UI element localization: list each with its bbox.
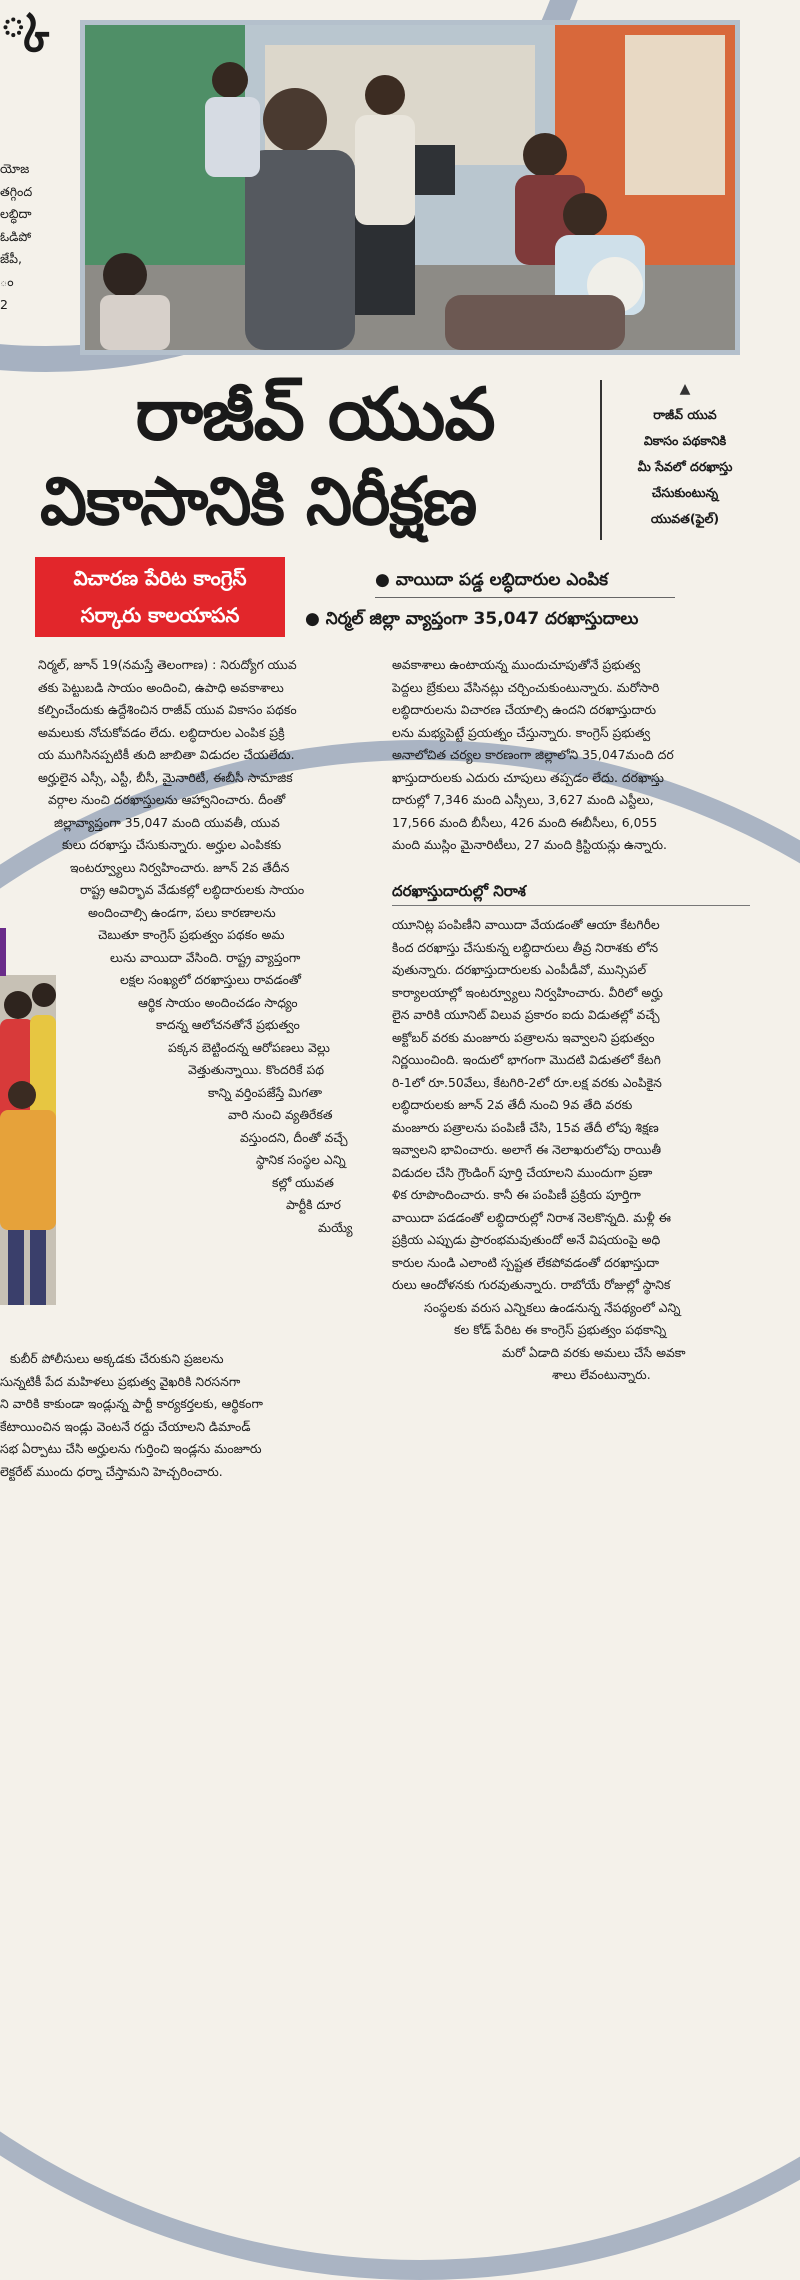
text-line: అవకాశాలు ఉంటాయన్న ముందుచూపుతోనే ప్రభుత్వ: [392, 657, 641, 672]
text-line: ఆర్థిక సాయం అందించడం సాధ్యం: [138, 994, 298, 1010]
text-line: సంస్థలకు వరుస ఎన్నికలు ఉండనున్న నేపథ్యంలో ఎన్ని: [424, 1299, 681, 1315]
text-line: నిర్ణయించింది. ఇందులో భాగంగా మొదటి విడుతలో కేటగి: [392, 1052, 661, 1067]
fragment-line: 2: [0, 296, 8, 312]
text-line: స్థానిక సంస్థల ఎన్ని: [256, 1152, 346, 1167]
text-line: వాయిదా పడడంతో లబ్ధిదారుల్లో నిరాశ నెలకొన్నది. మళ్లీ ఈ: [392, 1209, 671, 1225]
article-column-2-bottom: [392, 914, 752, 1387]
text-line: వస్తుందని, దీంతో వచ్చే: [240, 1129, 348, 1145]
bottom-neighbour-fragment: [0, 1348, 370, 1483]
text-line: కేటాయించిన ఇండ్లు వెంటనే రద్దు చేయాలని డిమాండ్: [0, 1418, 251, 1434]
caption-divider: [600, 380, 602, 540]
headline-line-1: రాజీవ్ యువ: [135, 372, 495, 456]
text-line: లును వాయిదా వేసింది. రాష్ట్ర వ్యాప్తంగా: [110, 949, 301, 965]
text-line: 17,566 మంది బీసీలు, 426 మంది ఈబీసీలు, 6,055: [392, 814, 658, 830]
text-line: జిల్లావ్యాప్తంగా 35,047 మంది యువతీ, యువ: [54, 814, 280, 830]
kicker-line-1: విచారణ పేరిట కాంగ్రెస్: [73, 566, 247, 590]
text-line: అర్హులైన ఎస్సీ, ఎస్టీ, బీసీ, మైనారిటీ, ఈబీసీ సామాజిక: [38, 769, 293, 785]
text-line: అనాలోచిత చర్యల కారణంగా జిల్లాలోని 35,047మంది దర: [392, 747, 674, 762]
text-line: రులు ఆందోళనకు గురవుతున్నారు. రాబోయే రోజుల్లో స్థానిక: [392, 1277, 671, 1292]
headline: [40, 370, 590, 546]
text-line: ప్రక్రియ ఎప్పుడు ప్రారంభమవుతుందో అనే విషయంపై అధి: [392, 1232, 661, 1247]
caption-line: రాజీవ్ యువ: [653, 407, 717, 422]
kicker-box: [35, 557, 285, 637]
fragment-line: జేపీ,: [0, 251, 22, 267]
text-line: ని వారికి కాకుండా ఇండ్లున్న పార్టీ కార్యకర్తలకు, ఆర్థికంగా: [0, 1396, 263, 1411]
text-line: నిర్మల్, జూన్ 19(నమస్తే తెలంగాణ) : నిరుద్యోగ యువ: [38, 657, 297, 672]
text-line: కల్లో యువత: [272, 1174, 334, 1190]
text-line: కుబీర్ పోలీసులు అక్కడకు చేరుకుని ప్రజలను: [10, 1351, 224, 1366]
text-line: కింద దరఖాస్తు చేసుకున్న లబ్ధిదారులు తీవ్ర నిరాశకు లోన: [392, 939, 659, 955]
photo-caption: [610, 376, 760, 532]
text-line: ఇంటర్వ్యూలు నిర్వహించారు. జూన్ 2వ తేదీన: [70, 859, 290, 875]
text-line: అమలుకు నోచుకోవడం లేదు. లబ్ధిదారుల ఎంపిక ప్రక్రి: [38, 724, 285, 740]
caption-line: మీ సేవలో దరఖాస్తు: [637, 459, 733, 474]
purple-accent-bar: [0, 928, 6, 976]
caption-line: చేసుకుంటున్న: [651, 485, 719, 500]
fragment-line: తగ్గింద: [0, 183, 33, 199]
text-line: సభ ఏర్పాటు చేసి అర్హులను గుర్తించి ఇండ్లను మంజూరు: [0, 1441, 262, 1456]
fragment-line: ఓడిపో: [0, 228, 32, 244]
text-line: లను మభ్యపెట్టే ప్రయత్నం చేస్తున్నారు. కాంగ్రెస్ ప్రభుత్వ: [392, 724, 651, 740]
text-line: రి-1లో రూ.50వేలు, కేటగిరి-2లో రూ.లక్ష వరకు ఎంపికైన: [392, 1074, 662, 1090]
text-line: కులు దరఖాస్తు చేసుకున్నారు. అర్హుల ఎంపికకు: [62, 837, 282, 852]
text-line: వుతున్నారు. దరఖాస్తుదారులకు ఎంపీడీవో, మున్సిపల్: [392, 962, 647, 977]
text-line: కాన్ని వర్తింపజేస్తే మిగతా: [208, 1084, 323, 1100]
text-line: తకు పెట్టుబడి సాయం అందించి, ఉపాధి అవకాశాలు: [38, 679, 284, 695]
crowd-illustration: [0, 975, 56, 1305]
subhead-underline: [392, 905, 750, 906]
crowd-photo-fragment: [0, 975, 56, 1305]
bullet-1: ● వాయిదా పడ్డ లబ్ధిదారుల ఎంపిక: [375, 570, 609, 590]
text-line: మయ్యే: [318, 1219, 353, 1235]
text-line: విడుదల చేసి గ్రౌండింగ్ పూర్తి చేయాలని ముందుగా ప్రణా: [392, 1164, 653, 1180]
caption-line: యువత(ఫైల్): [650, 511, 720, 526]
text-line: లైన వారికి యూనిట్ విలువ ప్రకారం ఐదు విడుతల్లో వచ్చే: [392, 1007, 660, 1022]
text-line: పక్కన బెట్టిందన్న ఆరోపణలు వెల్లు: [168, 1039, 330, 1055]
bullet-2: ● నిర్మల్ జిల్లా వ్యాప్తంగా 35,047 దరఖాస్తుదాలు: [305, 609, 639, 629]
text-line: కాదన్న ఆలోచనతోనే ప్రభుత్వం: [156, 1017, 300, 1032]
text-line: ఖాస్తుదారులకు ఎదురు చూపులు తప్పడం లేదు. దరఖాస్తు: [392, 769, 664, 785]
photo-illustration: [85, 25, 735, 350]
text-line: ఇవ్వాలని భావించారు. అలాగే ఈ నెలాఖరులోపు రాయితీ: [392, 1142, 662, 1157]
text-line: సున్నటికీ పేద మహిళలు ప్రభుత్వ వైఖరికి నిరసనగా: [0, 1373, 241, 1389]
text-line: దారుల్లో 7,346 మంది ఎస్సీలు, 3,627 మంది ఎస్టీలు,: [392, 792, 654, 807]
text-line: యూనిట్ల పంపిణీని వాయిదా వేయడంతో ఆయా కేటగిరీల: [392, 917, 660, 932]
subhead: దరఖాస్తుదారుల్లో నిరాశ: [392, 882, 526, 900]
text-line: లబ్ధిదారులకు జూన్ 2వ తేదీ నుంచి 9వ తేది వరకు: [392, 1097, 633, 1112]
text-line: య ముగిసినప్పటికీ తుది జాబితా విడుదల చేయలేదు.: [38, 747, 295, 762]
news-photo: [80, 20, 740, 355]
kicker-line-2: సర్కారు కాలయాపన: [80, 603, 240, 627]
fragment-line: యోజ: [0, 161, 30, 176]
text-line: మరో ఏడాది వరకు అమలు చేసే అవకా: [502, 1344, 686, 1360]
article-column-2-top: [392, 654, 752, 857]
article-column-1: [38, 654, 378, 1239]
text-line: కల్పించేందుకు ఉద్దేశించిన రాజీవ్ యువ వికాసం పథకం: [38, 702, 297, 717]
text-line: కారుల నుండి ఎలాంటి స్పష్టత లేకపోవడంతో దరఖాస్తుదా: [392, 1254, 660, 1270]
text-line: అందించాల్సి ఉండగా, పలు కారణాలను: [88, 904, 276, 920]
fragment-line: ం: [0, 273, 14, 289]
bullet-divider: [375, 597, 675, 598]
left-neighbour-fragment: [0, 158, 36, 316]
text-line: అక్టోబర్ వరకు మంజూరు పత్రాలను ఇవ్వాలని ప్రభుత్వం: [392, 1029, 655, 1045]
text-line: పార్టీకి దూర: [286, 1197, 341, 1212]
headline-line-2: వికాసానికి నిరీక్షణ: [40, 463, 477, 540]
fragment-line: లబ్ధిదా: [0, 206, 32, 222]
text-line: పెద్దలు బ్రేకులు వేసినట్లు చర్చించుకుంటున్నారు. మరోసారి: [392, 679, 660, 695]
text-line: కల కోడ్ పేరిట ఈ కాంగ్రెస్ ప్రభుత్వం పథకాన్ని: [454, 1322, 667, 1337]
text-line: వర్గాల నుంచి దరఖాస్తులను ఆహ్వానించారు. దీంతో: [48, 792, 286, 807]
text-line: చెబుతూ కాంగ్రెస్ ప్రభుత్వం పథకం అమ: [98, 927, 285, 942]
text-line: ళిక రూపొందించారు. కానీ ఈ పంపిణీ ప్రక్రియ పూర్తిగా: [392, 1187, 641, 1202]
caption-line: వికాసం పథకానికి: [643, 433, 727, 448]
text-line: రాష్ట్ర ఆవిర్భావ వేడుకల్లో లబ్ధిదారులకు సాయం: [80, 882, 305, 897]
text-line: లబ్ధిదారులను విచారణ చేయాల్సి ఉందని దరఖాస్తుదారు: [392, 702, 657, 717]
text-line: మంజూరు పత్రాలను పంపిణీ చేసి, 15వ తేదీ లోపు శిక్షణ: [392, 1119, 659, 1135]
masthead-fragment: ్క: [0, 0, 49, 47]
text-line: శాలు లేవంటున్నారు.: [552, 1367, 651, 1382]
caption-arrow-icon: ▲: [679, 381, 691, 397]
text-line: లెక్టరేట్ ముందు ధర్నా చేస్తామని హెచ్చరించారు.: [0, 1463, 223, 1479]
text-line: మంది ముస్లిం మైనారిటీలు, 27 మంది క్రిస్టియన్లు ఉన్నారు.: [392, 837, 667, 852]
text-line: లక్షల సంఖ్యలో దరఖాస్తులు రావడంతో: [120, 972, 301, 987]
text-line: వెత్తుతున్నాయి. కొందరికే పథ: [188, 1062, 325, 1077]
text-line: వారి నుంచి వ్యతిరేకత: [228, 1107, 333, 1122]
text-line: కార్యాలయాల్లో ఇంటర్వ్యూలు నిర్వహించారు. వీరిలో అర్హు: [392, 984, 663, 1000]
